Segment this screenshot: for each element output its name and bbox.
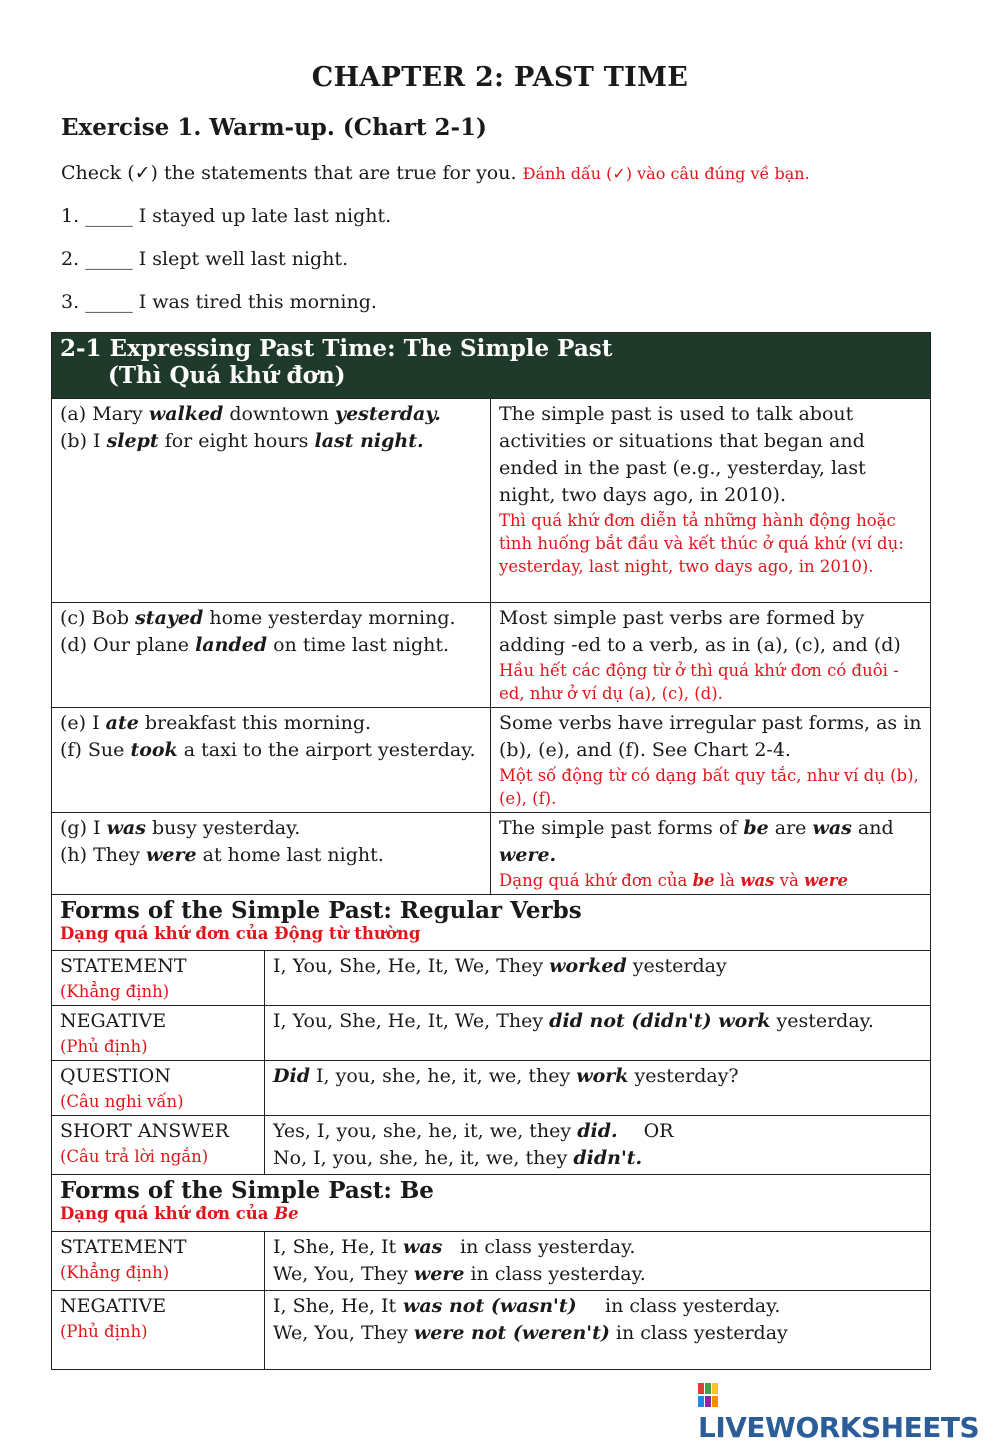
chart-title: 2-1 Expressing Past Time: The Simple Past [60, 335, 613, 362]
exercise-item: 3. _____ I was tired this morning. [61, 291, 377, 313]
chart-subtitle: (Thì Quá khứ đơn) [108, 362, 346, 389]
chart-header [52, 333, 931, 399]
form-label: NEGATIVE (Phủ định) [52, 1291, 265, 1370]
exercise-item: 2. _____ I slept well last night. [61, 248, 349, 270]
form-example: I, She, He, It was not (wasn't) in class yesterday. We, You, They were not (weren't) in class yesterday [265, 1291, 931, 1370]
section-heading: Forms of the Simple Past: Be Dạng quá khứ đơn của Be [52, 1175, 931, 1232]
form-example: I, You, She, He, It, We, They worked yesterday [265, 951, 931, 1006]
answer-blank[interactable]: _____ [85, 291, 133, 313]
liveworksheets-logo: LIVEWORKSHEETS [698, 1378, 1000, 1444]
form-example: Did I, you, she, he, it, we, they work yesterday? [265, 1061, 931, 1116]
form-label: STATEMENT (Khẳng định) [52, 1232, 265, 1291]
instruction-vn: Đánh dấu (✓) vào câu đúng về bạn. [522, 164, 810, 183]
explanation-cell: Most simple past verbs are formed by adding -ed to a verb, as in (a), (c), and (d) Hầu hết các động từ ở thì quá khứ đơn có đuôi -ed, như ở ví dụ (a), (c), (d). [491, 603, 931, 708]
chapter-title: CHAPTER 2: PAST TIME [311, 62, 689, 93]
exercise-heading: Exercise 1. Warm-up. (Chart 2-1) [61, 114, 487, 141]
example-cell: (a) Mary walked downtown yesterday. (b) I slept for eight hours last night. [52, 399, 491, 603]
answer-blank[interactable]: _____ [85, 248, 133, 270]
form-label: SHORT ANSWER (Câu trả lời ngắn) [52, 1116, 265, 1175]
example-cell: (c) Bob stayed home yesterday morning. (d) Our plane landed on time last night. [52, 603, 491, 708]
example-cell: (e) I ate breakfast this morning. (f) Sue took a taxi to the airport yesterday. [52, 708, 491, 813]
form-label: STATEMENT (Khẳng định) [52, 951, 265, 1006]
explanation-cell: Some verbs have irregular past forms, as in (b), (e), and (f). See Chart 2-4. Một số động từ có dạng bất quy tắc, như ví dụ (b), (e), (f). [491, 708, 931, 813]
answer-blank[interactable]: _____ [85, 205, 133, 227]
form-example: Yes, I, you, she, he, it, we, they did. OR No, I, you, she, he, it, we, they didn't. [265, 1116, 931, 1175]
check-icon: ✓ [134, 162, 151, 184]
exercise-item: 1. _____ I stayed up late last night. [61, 205, 392, 227]
explanation-cell: The simple past forms of be are was and were. Dạng quá khứ đơn của be là was và were [491, 813, 931, 895]
grammar-chart [51, 332, 931, 1370]
form-example: I, You, She, He, It, We, They did not (didn't) work yesterday. [265, 1006, 931, 1061]
form-example: I, She, He, It was in class yesterday. We, You, They were in class yesterday. [265, 1232, 931, 1291]
section-heading: Forms of the Simple Past: Regular Verbs Dạng quá khứ đơn của Động từ thường [52, 895, 931, 951]
liveworksheets-icon [698, 1383, 718, 1407]
instruction: Check (✓) the statements that are true for you. Đánh dấu (✓) vào câu đúng về bạn. [61, 162, 810, 184]
form-label: NEGATIVE (Phủ định) [52, 1006, 265, 1061]
form-label: QUESTION (Câu nghi vấn) [52, 1061, 265, 1116]
example-cell: (g) I was busy yesterday. (h) They were at home last night. [52, 813, 491, 895]
explanation-cell: The simple past is used to talk about activities or situations that began and ended in the past (e.g., yesterday, last night, two days ago, in 2010). Thì quá khứ đơn diễn tả những hành động hoặc tình huống bắt đầu và kết thúc ở quá khứ (ví dụ: yesterday, last night, two days ago, in 2010). [491, 399, 931, 603]
